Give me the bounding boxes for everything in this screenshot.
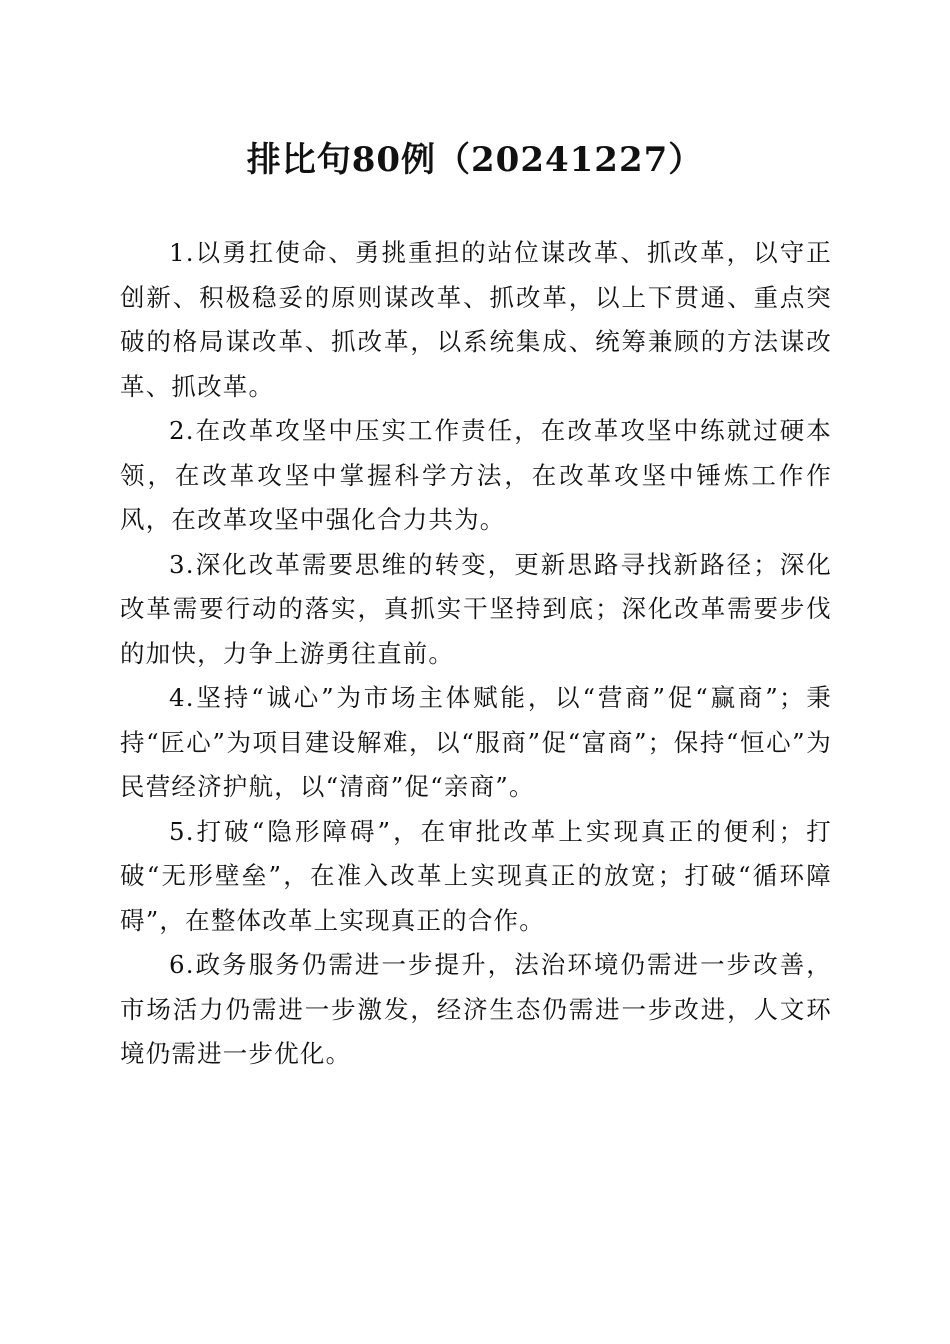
document-body <box>120 231 832 1077</box>
paragraph-1: 1.以勇扛使命、勇挑重担的站位谋改革、抓改革，以守正创新、积极稳妥的原则谋改革、抓改革，以上下贯通、重点突破的格局谋改革、抓改革，以系统集成、统筹兼顾的方法谋改革、抓改革。 <box>120 238 832 401</box>
paragraph-3: 3.深化改革需要思维的转变，更新思路寻找新路径；深化改革需要行动的落实，真抓实干坚持到底；深化改革需要步伐的加快，力争上游勇往直前。 <box>120 549 832 668</box>
paragraph-6: 6.政务服务仍需进一步提升，法治环境仍需进一步改善，市场活力仍需进一步激发，经济生态仍需进一步改进，人文环境仍需进一步优化。 <box>120 950 832 1068</box>
paragraph-5: 5.打破“隐形障碍”，在审批改革上实现真正的便利；打破“无形壁垒”，在准入改革上实现真正的放宽；打破“循环障碍”，在整体改革上实现真正的合作。 <box>120 816 832 935</box>
paragraph-4: 4.坚持“诚心”为市场主体赋能，以“营商”促“赢商”；秉持“匠心”为项目建设解难，以“服商”促“富商”；保持“恒心”为民营经济护航，以“清商”促“亲商”。 <box>120 683 832 801</box>
paragraph-2: 2.在改革攻坚中压实工作责任，在改革攻坚中练就过硬本领，在改革攻坚中掌握科学方法，在改革攻坚中锤炼工作作风，在改革攻坚中强化合力共为。 <box>120 416 832 534</box>
document-title: 排比句80例（20241227） <box>246 140 704 180</box>
